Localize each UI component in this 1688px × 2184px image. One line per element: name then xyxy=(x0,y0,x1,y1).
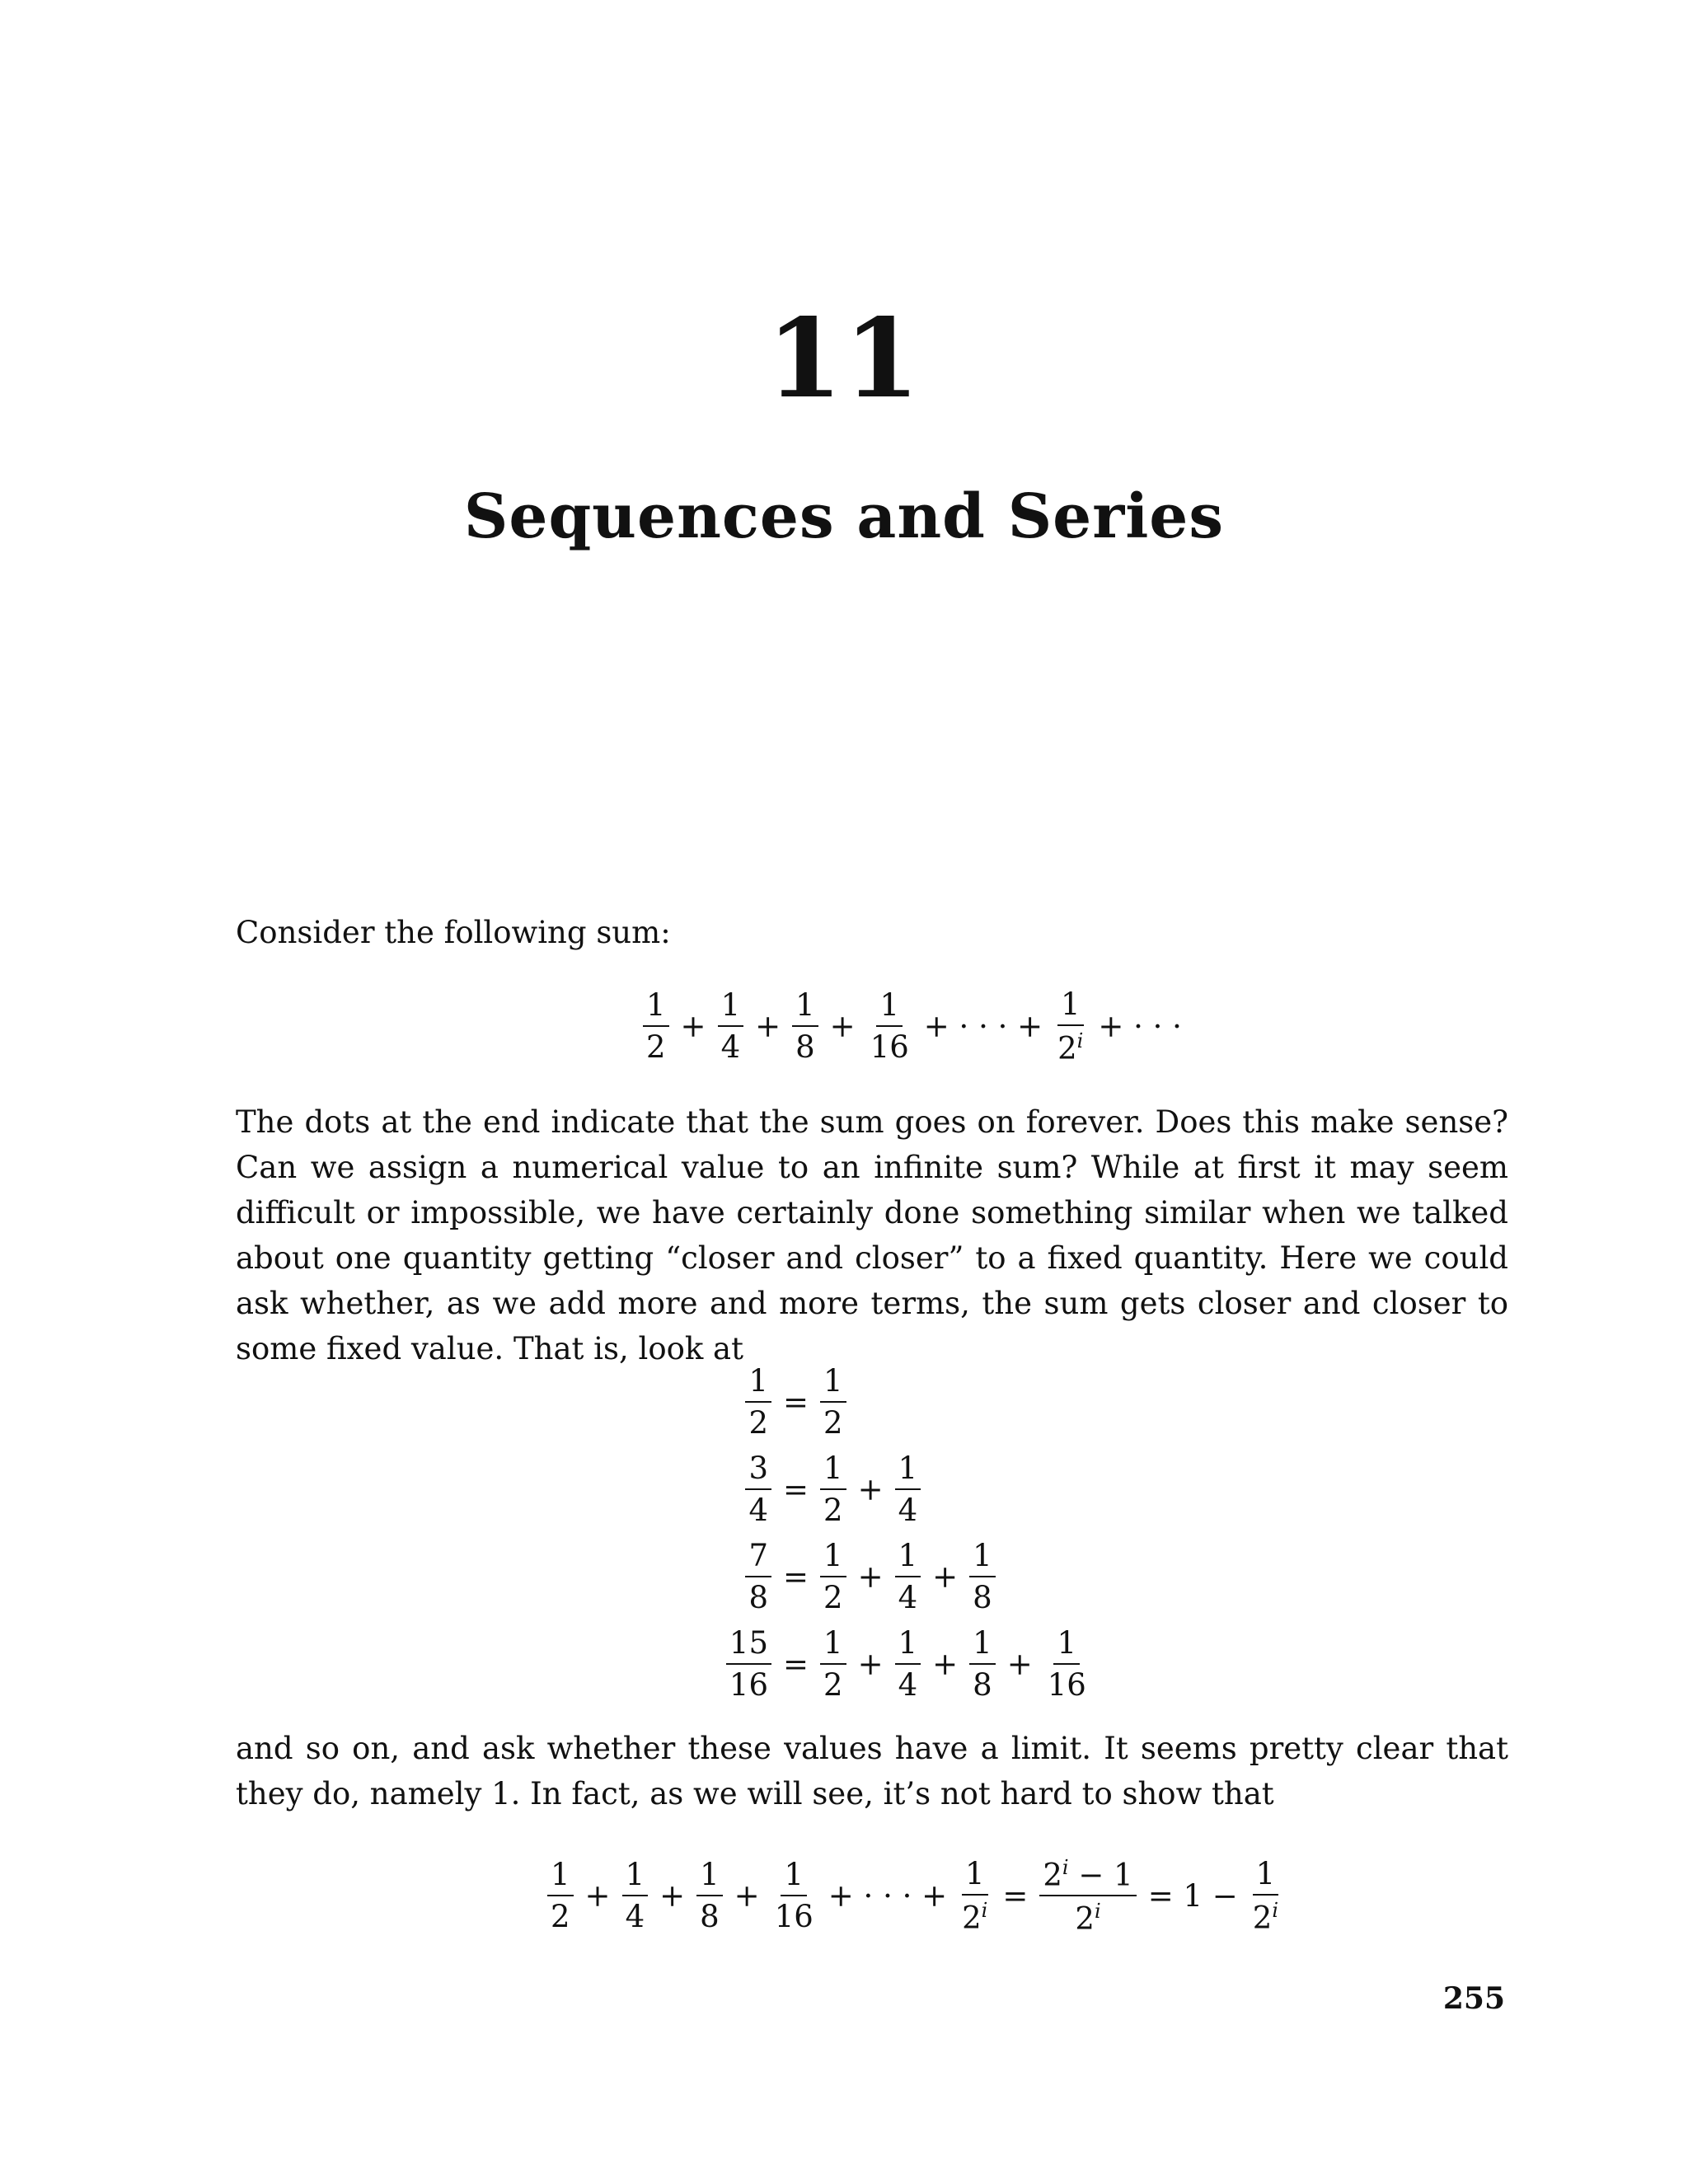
denominator: 8 xyxy=(700,1899,720,1935)
fraction xyxy=(969,1540,996,1613)
denominator: 4 xyxy=(898,1493,918,1528)
exponent: i xyxy=(981,1899,988,1923)
operator: + · · · xyxy=(1098,1008,1182,1044)
operator: + · · · + xyxy=(923,1008,1043,1044)
denominator: 16 xyxy=(1047,1667,1086,1703)
denominator: 2 xyxy=(823,1667,843,1703)
paragraph-explanation: The dots at the end indicate that the sum goes on forever. Does this make sense? Can we assign a numerical value to an infinite sum? While at first it may seem difficult or impossible, we have certainly done something similar when we talked about one quantity getting “closer and closer” to a fixed quantity. Here we could ask whether, as we add more and more terms, the sum gets closer and closer to some fixed value. That is, look at xyxy=(236,1104,1508,1366)
fraction xyxy=(895,1625,921,1703)
fraction-general-term xyxy=(1054,987,1086,1066)
denominator: 2 xyxy=(823,1405,843,1441)
numerator: 15 xyxy=(726,1628,771,1665)
numerator: 1 xyxy=(622,1859,649,1896)
fraction xyxy=(745,1453,771,1526)
denominator xyxy=(959,1896,991,1936)
plus-sign: + xyxy=(857,1558,884,1595)
fraction xyxy=(792,987,818,1066)
fraction-closed-form xyxy=(1039,1856,1136,1937)
plus-sign: + xyxy=(857,1471,884,1507)
denominator: 8 xyxy=(795,1029,815,1066)
equation-row xyxy=(715,1358,1093,1446)
denominator: 8 xyxy=(973,1580,992,1615)
equation-partial-sum-formula xyxy=(544,1856,1285,1937)
plus-sign: + xyxy=(734,1877,760,1914)
chapter-number: 11 xyxy=(767,295,921,423)
fraction xyxy=(622,1857,649,1935)
numerator: 1 xyxy=(820,1453,846,1490)
numerator: 1 xyxy=(745,1366,771,1403)
equation-row xyxy=(715,1533,1093,1620)
fraction xyxy=(745,1363,771,1441)
equals-one-minus: = 1 − xyxy=(1147,1877,1238,1914)
numerator: 3 xyxy=(745,1453,771,1490)
numerator: 7 xyxy=(745,1540,771,1577)
fraction xyxy=(643,987,669,1066)
fraction xyxy=(547,1857,574,1935)
numerator: 1 xyxy=(1053,1628,1080,1665)
denominator: 16 xyxy=(774,1899,814,1935)
numerator: 1 xyxy=(969,1540,996,1577)
denominator xyxy=(1250,1896,1282,1936)
fraction xyxy=(1044,1625,1090,1703)
equals-sign: = xyxy=(783,1646,809,1682)
numerator: 1 xyxy=(962,1858,988,1896)
chapter-title: Sequences and Series xyxy=(463,481,1225,552)
fraction xyxy=(1250,1856,1282,1936)
fraction xyxy=(718,987,744,1066)
plus-sign: + xyxy=(584,1877,611,1914)
equals-sign: = xyxy=(783,1384,809,1420)
operator: + xyxy=(755,1008,781,1044)
exponent: i xyxy=(1272,1899,1278,1923)
denominator: 4 xyxy=(898,1667,918,1703)
numerator: 1 xyxy=(895,1540,921,1577)
fraction xyxy=(745,1540,771,1613)
denominator: 2 xyxy=(551,1899,570,1935)
denominator: 16 xyxy=(870,1029,909,1066)
ellipsis-operator: + · · · + xyxy=(828,1877,948,1914)
denominator: 2 xyxy=(646,1029,666,1066)
denominator: 16 xyxy=(729,1667,768,1703)
paragraph-intro: Consider the following sum: xyxy=(236,915,671,950)
paragraph-limit: and so on, and ask whether these values have a limit. It seems pretty clear that they do, namely 1. In fact, as we will see, it’s not hard to show that xyxy=(236,1731,1508,1811)
operator: + xyxy=(829,1008,856,1044)
fraction xyxy=(771,1857,817,1935)
denominator: 4 xyxy=(748,1493,768,1528)
numerator: 1 xyxy=(820,1540,846,1577)
plus-sign: + xyxy=(857,1646,884,1682)
numerator: 1 xyxy=(547,1859,574,1896)
numerator: 1 xyxy=(718,990,744,1027)
equation-array-partial-sums xyxy=(715,1358,1093,1708)
exponent: i xyxy=(1076,1029,1084,1052)
numerator: 1 xyxy=(895,1628,921,1665)
fraction xyxy=(820,1363,846,1441)
plus-sign: + xyxy=(932,1646,959,1682)
fraction xyxy=(820,1453,846,1526)
numerator-tail: − 1 xyxy=(1068,1857,1133,1893)
page-number: 255 xyxy=(1442,1981,1505,2016)
denominator xyxy=(1071,1896,1104,1937)
equation-row xyxy=(715,1446,1093,1533)
fraction-general-term xyxy=(959,1856,991,1936)
denominator: 8 xyxy=(748,1580,768,1615)
base: 2 xyxy=(962,1900,982,1936)
denominator: 4 xyxy=(898,1580,918,1615)
fraction xyxy=(969,1625,996,1703)
base: 2 xyxy=(1252,1900,1273,1936)
numerator: 1 xyxy=(1057,989,1084,1026)
plus-sign: + xyxy=(659,1877,686,1914)
denominator: 2 xyxy=(748,1405,768,1441)
fraction xyxy=(696,1857,723,1935)
exponent: i xyxy=(1062,1856,1069,1879)
fraction xyxy=(895,1540,921,1613)
fraction xyxy=(820,1625,846,1703)
numerator: 1 xyxy=(781,1859,807,1896)
plus-sign: + xyxy=(1006,1646,1033,1682)
base: 2 xyxy=(1075,1900,1095,1937)
numerator: 1 xyxy=(820,1366,846,1403)
denominator: 8 xyxy=(973,1667,992,1703)
plus-sign: + xyxy=(932,1558,959,1595)
fraction xyxy=(820,1540,846,1613)
exponent: i xyxy=(1094,1900,1101,1924)
base: 2 xyxy=(1043,1857,1062,1893)
fraction xyxy=(726,1625,771,1703)
numerator: 1 xyxy=(792,990,818,1027)
base: 2 xyxy=(1057,1030,1077,1066)
numerator: 1 xyxy=(820,1628,846,1665)
numerator: 1 xyxy=(1253,1858,1279,1896)
denominator: 2 xyxy=(823,1493,843,1528)
numerator: 1 xyxy=(876,990,903,1027)
denominator: 2 xyxy=(823,1580,843,1615)
operator: + xyxy=(680,1008,706,1044)
denominator xyxy=(1054,1026,1086,1066)
equation-row xyxy=(715,1620,1093,1708)
equation-infinite-sum xyxy=(640,987,1190,1066)
fraction xyxy=(867,987,912,1066)
equals-sign: = xyxy=(783,1558,809,1595)
denominator: 4 xyxy=(720,1029,741,1066)
numerator: 1 xyxy=(643,990,669,1027)
fraction xyxy=(895,1453,921,1526)
equals-sign: = xyxy=(783,1471,809,1507)
equals-sign: = xyxy=(1002,1877,1029,1914)
numerator: 1 xyxy=(895,1453,921,1490)
numerator xyxy=(1039,1858,1136,1896)
numerator: 1 xyxy=(696,1859,723,1896)
denominator: 4 xyxy=(625,1899,645,1935)
numerator: 1 xyxy=(969,1628,996,1665)
